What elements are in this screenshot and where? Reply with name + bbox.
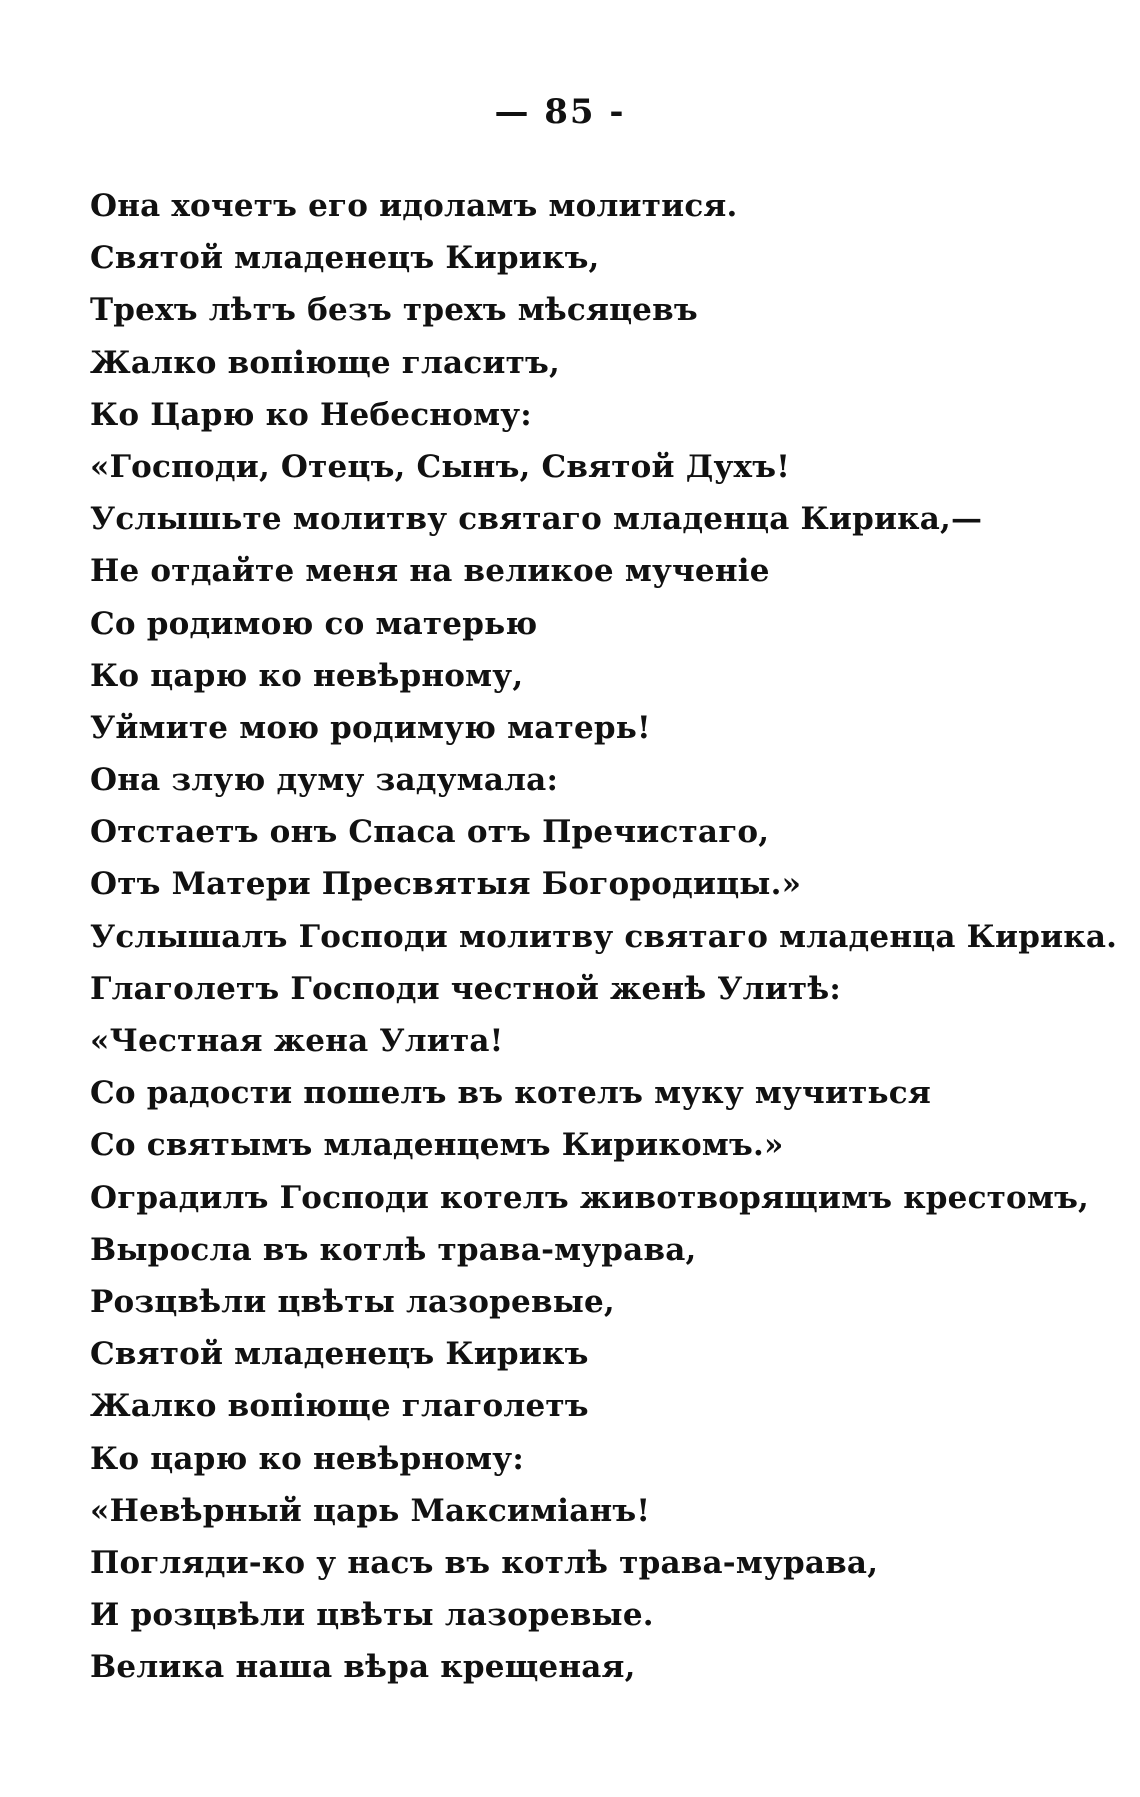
verse-text	[90, 180, 1118, 1693]
verse-line: Оградилъ Господи котелъ животворящимъ крестомъ,	[90, 1179, 1090, 1216]
verse-line: И розцвѣли цвѣты лазоревые.	[90, 1597, 654, 1634]
verse-line: Со родимою со матерью	[90, 605, 538, 642]
verse-line: Не отдайте меня на великое мученіе	[90, 553, 770, 590]
verse-line: «Невѣрный царь Максиміанъ!	[90, 1492, 651, 1529]
verse-line: Жалко вопіюще глаголетъ	[90, 1388, 589, 1425]
verse-line: Услышалъ Господи молитву святаго младенца Кирика.	[90, 918, 1118, 955]
verse-line: Трехъ лѣтъ безъ трехъ мѣсяцевъ	[90, 292, 698, 329]
verse-line: Святой младенецъ Кирикъ,	[90, 240, 600, 277]
verse-line: Уймите мою родимую матерь!	[90, 709, 651, 746]
verse-line: Ко царю ко невѣрному:	[90, 1440, 524, 1477]
verse-line: Глаголетъ Господи честной женѣ Улитѣ:	[90, 970, 841, 1007]
verse-line: Святой младенецъ Кирикъ	[90, 1336, 589, 1373]
verse-line: Услышьте молитву святаго младенца Кирика,—	[90, 501, 983, 538]
verse-line: Погляди-ко у насъ въ котлѣ трава-мурава,	[90, 1544, 879, 1581]
verse-line: Ко Царю ко Небесному:	[90, 396, 532, 433]
verse-line: Выросла въ котлѣ трава-мурава,	[90, 1231, 697, 1268]
verse-line: Ко царю ко невѣрному,	[90, 657, 524, 694]
page-number: — 85 -	[494, 92, 626, 132]
verse-line: Она хочетъ его идоламъ молитися.	[90, 188, 738, 224]
verse-line: Жалко вопіюще гласитъ,	[90, 344, 560, 381]
verse-line: Розцвѣли цвѣты лазоревые,	[90, 1283, 615, 1320]
verse-line: Она злую думу задумала:	[90, 762, 559, 799]
verse-line: Со святымъ младенцемъ Кирикомъ.»	[90, 1127, 784, 1164]
verse-line: Отстаетъ онъ Спаса отъ Пречистаго,	[90, 814, 770, 851]
verse-line: «Честная жена Улита!	[90, 1023, 504, 1059]
verse-line: Отъ Матери Пресвятыя Богородицы.»	[90, 866, 802, 903]
verse-line: «Господи, Отецъ, Сынъ, Святой Духъ!	[90, 448, 791, 485]
verse-line: Велика наша вѣра крещеная,	[90, 1649, 636, 1686]
verse-line: Со радости пошелъ въ котелъ муку мучиться	[90, 1075, 931, 1112]
